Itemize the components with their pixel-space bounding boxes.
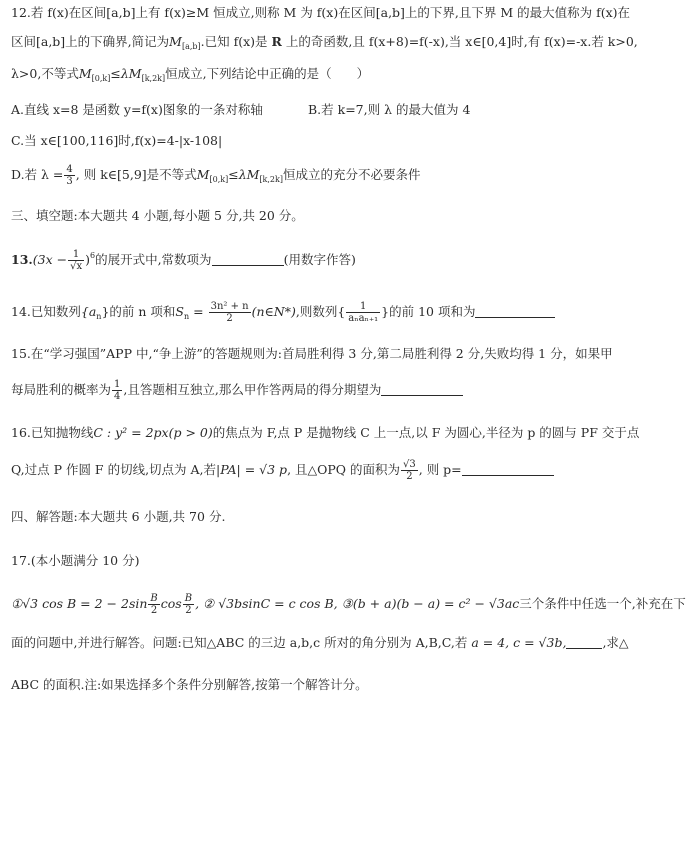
q13: 13.(3x − $\frac{1}{√x}$ )$^6$的展开式中,常数项为 (用数字作答) [11, 249, 356, 272]
q15-line2: 每局胜利的概率为 $\frac{1}{4}$ ,且答题相互独立,那么甲作答两局的得分期望为 [11, 376, 463, 404]
q12-option-d: D.若 λ = $\frac{4}{3}$ , 则 k∈[5,9]是不等式$M_{[0,k]}\le\lambda M_{[k,2k]}$恒成立的充分不必要条件 [11, 164, 421, 187]
q16-line1: 16.已知抛物线C : y² = 2px(p > 0)的焦点为 F,点 P 是抛物线 C 上一点,以 F 为圆心,半径为 p 的圆与 PF 交于点 [11, 425, 640, 440]
q17-condition-blank[interactable] [566, 636, 602, 649]
q12-option-c: C.当 x∈[100,116]时,f(x)=4-|x-108| [11, 133, 223, 148]
q17-title: 17.(本小题满分 10 分) [11, 553, 140, 568]
q16-answer-blank[interactable] [462, 463, 554, 476]
q17-conditions: ①√3 cos B = 2 − 2sin $\frac{B}{2}$ cos $\frac{B}{2}$ , ② √3bsinC = c cos B, ③(b + a)(b − a) = c² − √3ac三个条件中任选一个,补充在下 [11, 593, 686, 616]
q12-option-b: B.若 k=7,则 λ 的最大值为 4 [308, 102, 471, 117]
q14-answer-blank[interactable] [475, 305, 555, 318]
q17-note: ABC 的面积.注:如果选择多个条件分别解答,按第一个解答计分。 [11, 677, 368, 692]
q15-answer-blank[interactable] [381, 383, 463, 396]
section3-heading: 三、填空题:本大题共 4 小题,每小题 5 分,共 20 分。 [11, 208, 304, 223]
q17-problem: 面的问题中,并进行解答。问题:已知△ABC 的三边 a,b,c 所对的角分别为 A,B,C,若 a = 4, c = √3b, ,求△ [11, 635, 629, 650]
q13-answer-blank[interactable] [212, 253, 284, 266]
q15-line1: 15.在“学习强国”APP 中,“争上游”的答题规则为:首局胜利得 3 分,第二局胜利得 2 分,失败均得 1 分，如果甲 [11, 346, 613, 361]
q12-line2: 区间[a,b]上的下确界,简记为$M_{[a,b]}$.已知 f(x)是 R 上的奇函数,且 f(x+8)=f(-x),当 x∈[0,4]时,有 f(x)=-x.若 k>0, [11, 34, 638, 51]
q16-line2: Q,过点 P 作圆 F 的切线,切点为 A,若|PA| = √3 p, 且△OPQ 的面积为 $\frac{√3}{2}$ , 则 p= [11, 456, 554, 484]
q14: 14.已知数列$\{a_n\}$的前 n 项和$S_n$ = $\frac{\text{3n² + n}}{2}$ (n∈N*),则数列{ $\frac{1}{\text{aₙaₙ₊₁}}$ }的前 10 项和为 [11, 298, 555, 331]
section4-heading: 四、解答题:本大题共 6 小题,共 70 分. [11, 509, 226, 524]
q12-line3: λ>0,不等式$M_{[0,k]}\le\lambda M_{[k,2k]}$恒成立,下列结论中正确的是（ ） [11, 66, 370, 83]
q12-line1: 12.若 f(x)在区间[a,b]上有 f(x)≥M 恒成立,则称 M 为 f(x)在区间[a,b]上的下界,且下界 M 的最大值称为 f(x)在 [11, 5, 631, 20]
q12-option-a: A.直线 x=8 是函数 y=f(x)图象的一条对称轴 [11, 102, 263, 117]
